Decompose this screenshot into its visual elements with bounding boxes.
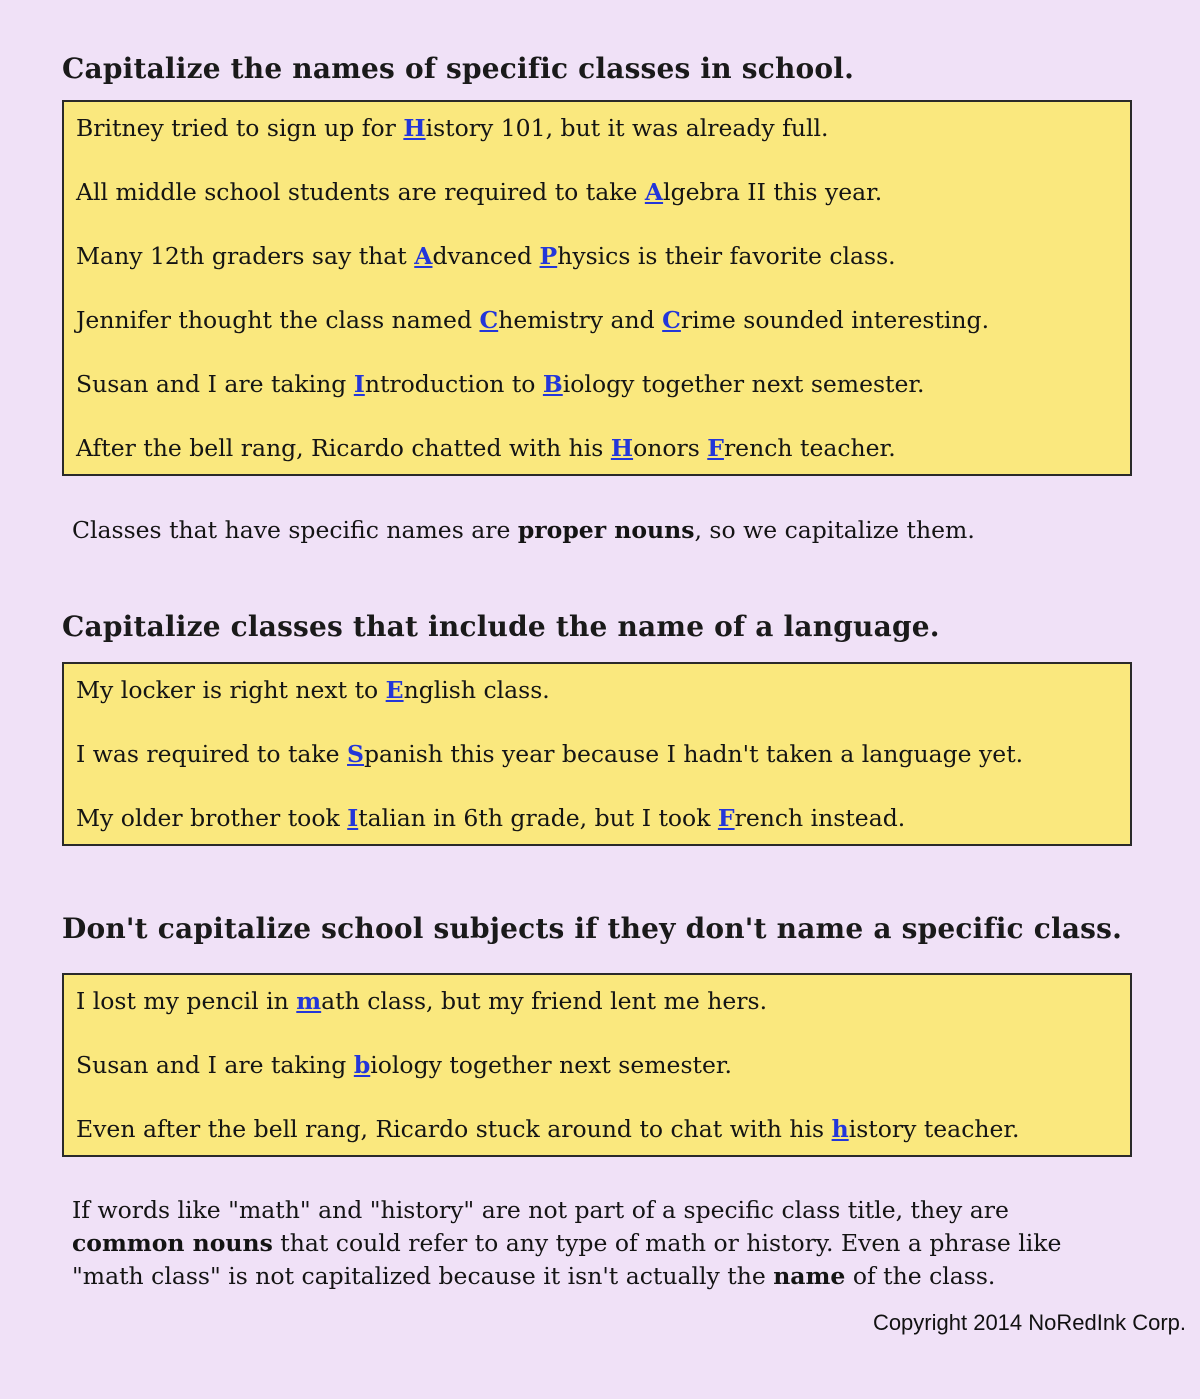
text-segment: "math class" is not capitalized because it isn't actually the	[72, 1262, 774, 1290]
text-segment: talian in 6th grade, but I took	[358, 804, 718, 832]
highlighted-letter: H	[610, 434, 634, 462]
text-segment: dvanced	[432, 242, 540, 270]
text-segment: iology together next semester.	[562, 370, 925, 398]
text-segment: that could refer to any type of math or history. Even a phrase like	[272, 1229, 1062, 1257]
lesson-content	[0, 52, 1200, 1293]
text-segment: After the bell rang, Ricardo chatted with his	[76, 434, 611, 462]
text-segment: nglish class.	[403, 676, 550, 704]
highlighted-letter: C	[479, 306, 499, 334]
example-box-language-classes	[62, 662, 1132, 846]
highlighted-letter: P	[539, 242, 558, 270]
text-segment: ath class, but my friend lent me hers.	[321, 987, 768, 1015]
highlighted-letter: B	[542, 370, 563, 398]
example-sentence	[76, 740, 1118, 768]
text-segment: I lost my pencil in	[76, 987, 297, 1015]
proper-nouns-note	[62, 515, 1132, 545]
highlighted-letter: I	[353, 370, 365, 398]
example-sentence	[76, 434, 1118, 462]
text-segment: rime sounded interesting.	[680, 306, 990, 334]
bold-term: common nouns	[72, 1229, 273, 1257]
text-segment: Classes that have specific names are	[72, 516, 518, 544]
text-segment: If words like "math" and "history" are not part of a specific class title, they are	[72, 1196, 1009, 1224]
example-sentence	[76, 178, 1118, 206]
highlighted-letter: A	[414, 242, 433, 270]
example-sentence	[76, 114, 1118, 142]
example-sentence	[76, 804, 1118, 832]
text-segment: Even after the bell rang, Ricardo stuck around to chat with his	[76, 1115, 832, 1143]
example-sentence	[76, 242, 1118, 270]
text-segment: iology together next semester.	[370, 1051, 732, 1079]
example-sentence	[76, 1051, 1118, 1079]
example-sentence	[76, 676, 1118, 704]
text-segment: onors	[633, 434, 708, 462]
rule-heading-language-classes: Capitalize classes that include the name of a language.	[62, 610, 940, 643]
explanation-line-2	[72, 1227, 1132, 1260]
rule-heading-no-capitalize: Don't capitalize school subjects if they don't name a specific class.	[62, 912, 1123, 945]
rule-heading-specific-classes: Capitalize the names of specific classes in school.	[62, 52, 855, 85]
example-sentence	[76, 987, 1118, 1015]
example-sentence	[76, 306, 1118, 334]
text-segment: ntroduction to	[364, 370, 543, 398]
highlighted-letter: m	[296, 987, 322, 1015]
bold-term: name	[773, 1262, 846, 1290]
example-box-common-subjects	[62, 973, 1132, 1157]
copyright-footer: Copyright 2014 NoRedInk Corp.	[872, 1310, 1186, 1335]
text-segment: Susan and I are taking	[76, 1051, 354, 1079]
highlighted-letter: b	[353, 1051, 371, 1079]
highlighted-letter: F	[707, 434, 724, 462]
highlighted-letter: F	[717, 804, 735, 832]
text-segment: hemistry and	[498, 306, 663, 334]
text-segment: My locker is right next to	[76, 676, 386, 704]
example-sentence	[76, 370, 1118, 398]
bold-term: proper nouns	[517, 516, 695, 544]
text-segment: istory 101, but it was already full.	[425, 114, 829, 142]
example-box-specific-classes	[62, 100, 1132, 476]
text-segment: My older brother took	[76, 804, 348, 832]
text-segment: I was required to take	[76, 740, 348, 768]
text-segment: All middle school students are required to take	[76, 178, 645, 206]
highlighted-letter: C	[662, 306, 681, 334]
explanation-line-1	[72, 1194, 1132, 1227]
text-segment: rench teacher.	[723, 434, 896, 462]
text-segment: panish this year because I hadn't taken a language yet.	[364, 740, 1024, 768]
highlighted-letter: H	[403, 114, 426, 142]
explanation-line-3	[72, 1260, 1132, 1293]
highlighted-letter: S	[347, 740, 365, 768]
text-segment: Britney tried to sign up for	[76, 114, 404, 142]
text-segment: Many 12th graders say that	[76, 242, 415, 270]
highlighted-letter: I	[347, 804, 359, 832]
highlighted-letter: A	[644, 178, 664, 206]
text-segment: lgebra II this year.	[663, 178, 883, 206]
text-segment: istory teacher.	[848, 1115, 1020, 1143]
text-segment: of the class.	[845, 1262, 996, 1290]
text-segment: , so we capitalize them.	[694, 516, 975, 544]
example-sentence	[76, 1115, 1118, 1143]
common-nouns-explanation	[62, 1194, 1132, 1293]
text-segment: Jennifer thought the class named	[76, 306, 480, 334]
highlighted-letter: h	[831, 1115, 849, 1143]
text-segment: hysics is their favorite class.	[557, 242, 896, 270]
text-segment: rench instead.	[734, 804, 906, 832]
text-segment: Susan and I are taking	[76, 370, 354, 398]
highlighted-letter: E	[385, 676, 404, 704]
